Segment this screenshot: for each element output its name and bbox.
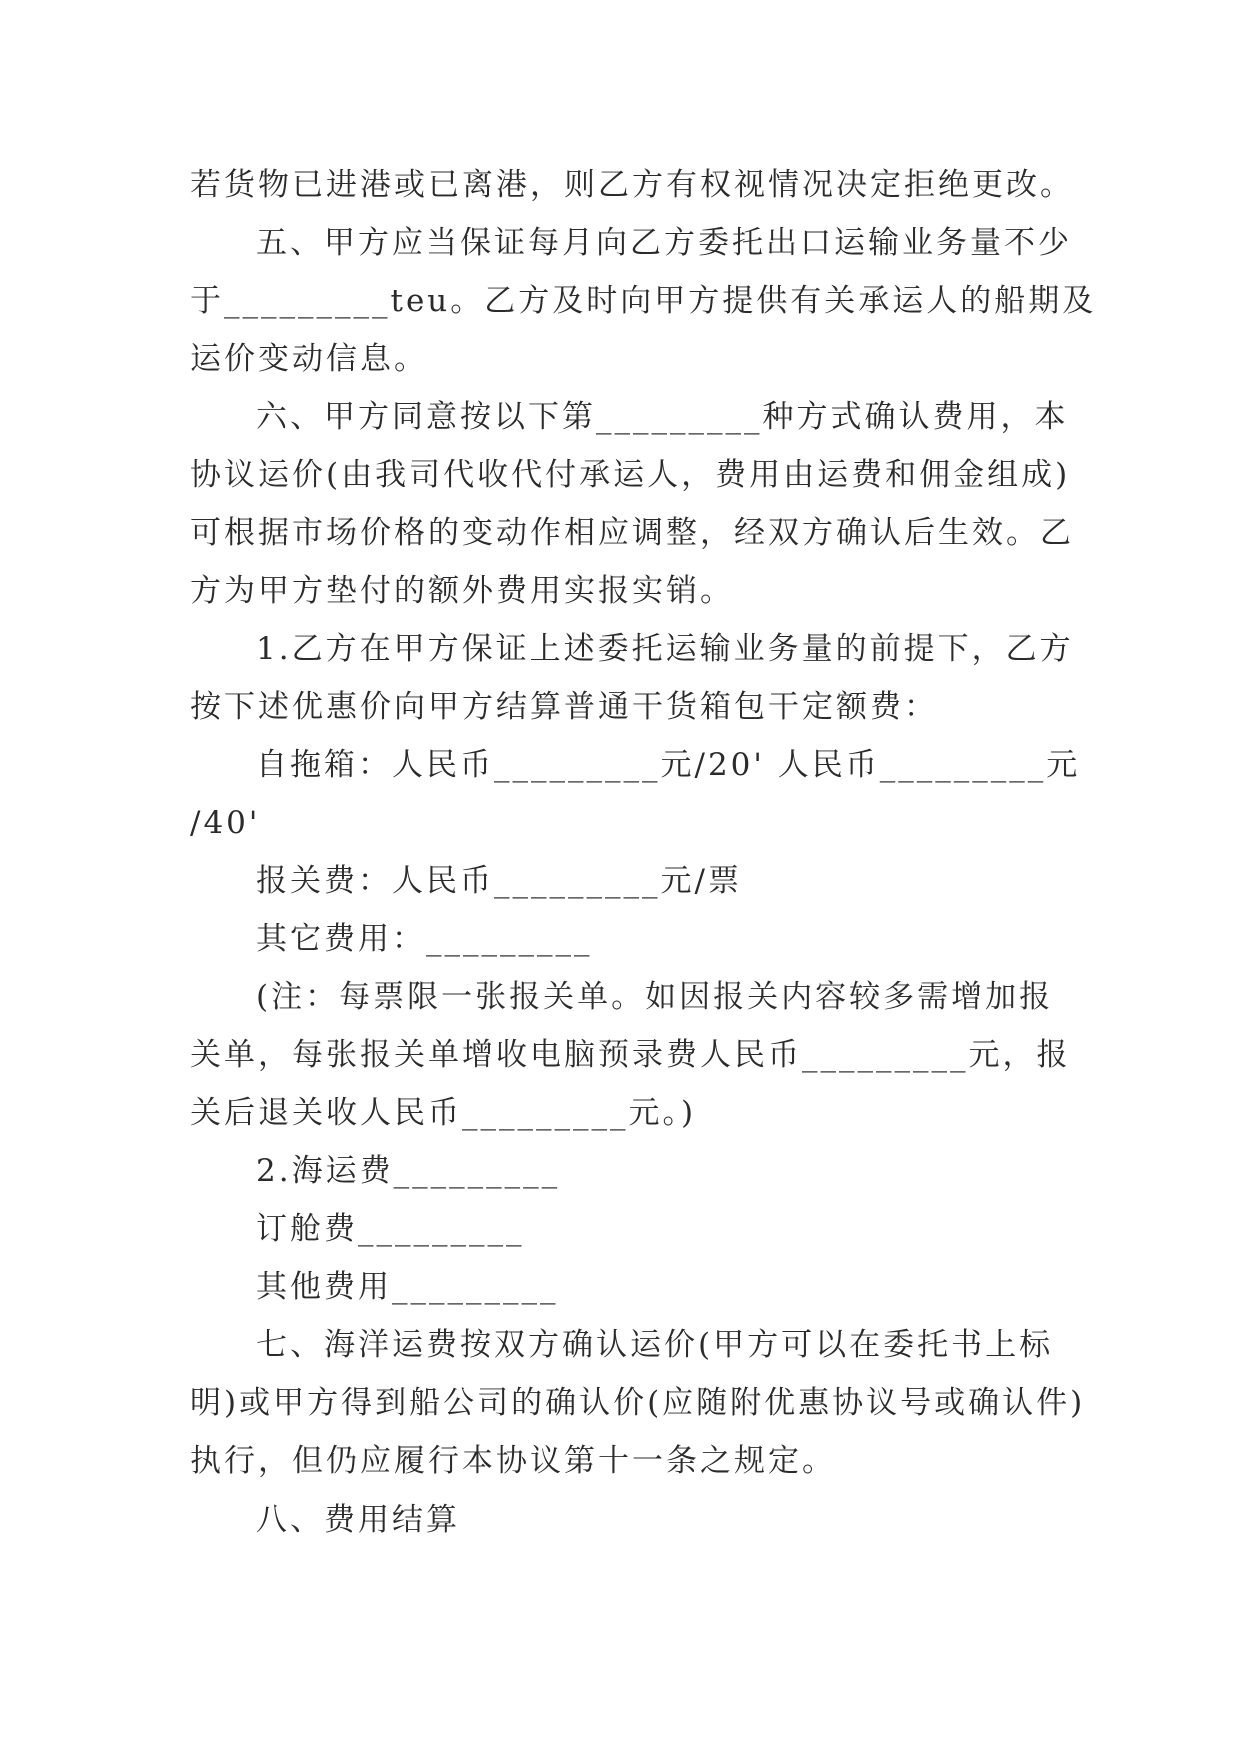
text-line: 方为甲方垫付的额外费用实报实销。 — [190, 573, 734, 609]
text-line: 七、海洋运费按双方确认运价(甲方可以在委托书上标 — [256, 1327, 1054, 1363]
text-line: 关单，每张报关单增收电脑预录费人民币_________元，报 — [190, 1037, 1071, 1073]
text-line: 明)或甲方得到船公司的确认价(应随附优惠协议号或确认件) — [190, 1385, 1086, 1421]
document-body — [190, 156, 1097, 1550]
text-line: 执行，但仍应履行本协议第十一条之规定。 — [190, 1443, 836, 1479]
text-line: 运价变动信息。 — [190, 341, 428, 377]
text-line: 八、费用结算 — [256, 1502, 460, 1538]
text-line: 关后退关收人民币_________元。) — [190, 1095, 697, 1131]
text-line: 订舱费_________ — [256, 1211, 525, 1247]
text-line: 其他费用_________ — [256, 1269, 559, 1305]
text-line: 按下述优惠价向甲方结算普通干货箱包干定额费： — [190, 689, 938, 725]
text-line: (注：每票限一张报关单。如因报关内容较多需增加报 — [256, 979, 1054, 1015]
text-line: 六、甲方同意按以下第_________种方式确认费用，本 — [256, 399, 1069, 435]
text-line: /40' — [190, 805, 261, 841]
text-line: 若货物已进港或已离港，则乙方有权视情况决定拒绝更改。 — [190, 167, 1074, 203]
text-line: 1.乙方在甲方保证上述委托运输业务量的前提下，乙方 — [256, 631, 1074, 667]
text-line: 2.海运费_________ — [256, 1153, 561, 1189]
text-line: 报关费：人民币_________元/票 — [256, 863, 742, 899]
text-line: 五、甲方应当保证每月向乙方委托出口运输业务量不少 — [256, 225, 1072, 261]
text-line: 其它费用：_________ — [256, 921, 593, 957]
text-line: 协议运价(由我司代收代付承运人，费用由运费和佣金组成) — [190, 457, 1071, 493]
text-line: 可根据市场价格的变动作相应调整，经双方确认后生效。乙 — [190, 515, 1074, 551]
text-line: 于_________teu。乙方及时向甲方提供有关承运人的船期及 — [190, 283, 1097, 319]
text-line: 自拖箱：人民币_________元/20' 人民币_________元 — [256, 747, 1081, 783]
